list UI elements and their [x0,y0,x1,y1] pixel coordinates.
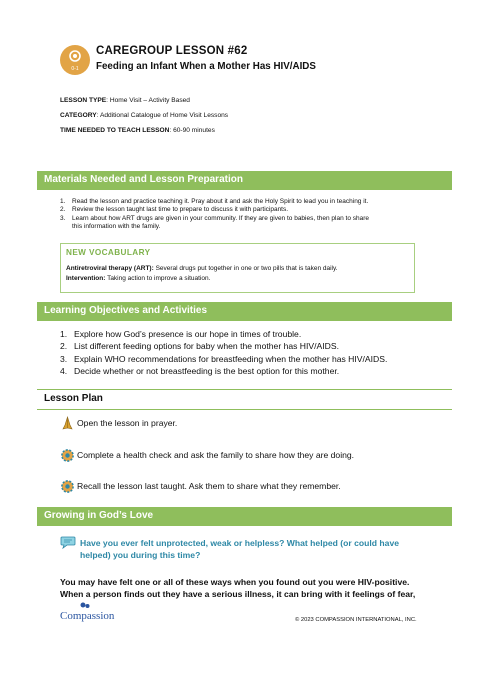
lesson-plan-section-header [37,389,452,410]
objectives-list [60,328,387,377]
vocab-term: Antiretroviral therapy (ART): [66,265,154,272]
plan-step-text: Open the lesson in prayer. [77,417,178,428]
vocab-definition: Taking action to improve a situation. [105,275,211,282]
vocab-definition: Several drugs put together in one or two pills that is taken daily. [153,265,338,272]
speech-bubble-icon [60,536,76,550]
growing-section-bar [37,507,452,526]
plan-step [60,479,341,494]
list-item: 2. Review the lesson taught last time to prepare to discuss it with participants. [60,206,289,214]
objectives-section-bar [37,302,452,321]
growing-heading: Growing in God’s Love [44,510,154,521]
lesson-plan-heading: Lesson Plan [44,393,103,404]
vocabulary-title: NEW VOCABULARY [66,248,151,257]
gear-icon [60,479,75,494]
lesson-type-line [60,97,190,104]
list-item: 1. Read the lesson and practice teaching it. Pray about it and ask the Holy Spirit to lead you in teaching it. [60,198,369,205]
praying-hands-icon [60,416,75,431]
materials-heading: Materials Needed and Lesson Preparation [44,174,243,185]
reflection-question: Have you ever felt unprotected, weak or helpless? What helped (or could have helped) you during this time? [80,538,400,560]
lesson-logo-icon [60,45,90,75]
lesson-type-label: LESSON TYPE [60,97,107,104]
category-value: : Additional Catalogue of Home Visit Lessons [96,112,229,119]
logo-age-label: 0-1 [71,66,79,72]
copyright-notice: © 2023 COMPASSION INTERNATIONAL, INC. [295,617,417,623]
gear-icon [60,448,75,463]
body-paragraph: You may have felt one or all of these ways when you found out you were HIV-positive. When a person finds out they have a serious illness, it can bring with it feelings of fear, [60,577,416,599]
list-item: 3. Learn about how ART drugs are given in your community. If they are given to babies, then plan to share [60,214,370,222]
materials-section-bar [37,171,452,190]
plan-step [60,448,354,463]
category-label: CATEGORY [60,112,97,119]
list-item: 4. Decide whether or not breastfeeding is the best option for this mother. [60,365,340,376]
list-item: 3. Explain WHO recommendations for breastfeeding when the mother has HIV/AIDS. [60,353,388,364]
vocabulary-box [60,243,415,293]
plan-step-text: Complete a health check and ask the family to share how they are doing. [77,449,355,460]
lesson-type-value: : Home Visit – Activity Based [106,97,190,104]
list-item: this information with the family. [72,223,161,231]
time-label: TIME NEEDED TO TEACH LESSON [60,127,170,134]
category-line [60,112,228,119]
materials-list [60,198,369,232]
plan-step [60,416,177,431]
time-line [60,127,215,134]
lesson-title: CAREGROUP LESSON #62 [96,45,248,57]
lesson-subtitle: Feeding an Infant When a Mother Has HIV/AIDS [96,61,316,72]
list-item: 2. List different feeding options for baby when the mother has HIV/AIDS. [60,341,339,352]
vocab-entry [66,265,338,272]
vocab-term: Intervention: [66,275,106,282]
brand-name: Compassion [60,610,115,622]
time-value: : 60-90 minutes [169,127,215,134]
list-item: 1. Explore how God’s presence is our hope in times of trouble. [60,329,302,339]
plan-step-text: Recall the lesson last taught. Ask them to share what they remember. [77,480,341,491]
objectives-heading: Learning Objectives and Activities [44,305,208,316]
vocab-entry [66,275,210,282]
